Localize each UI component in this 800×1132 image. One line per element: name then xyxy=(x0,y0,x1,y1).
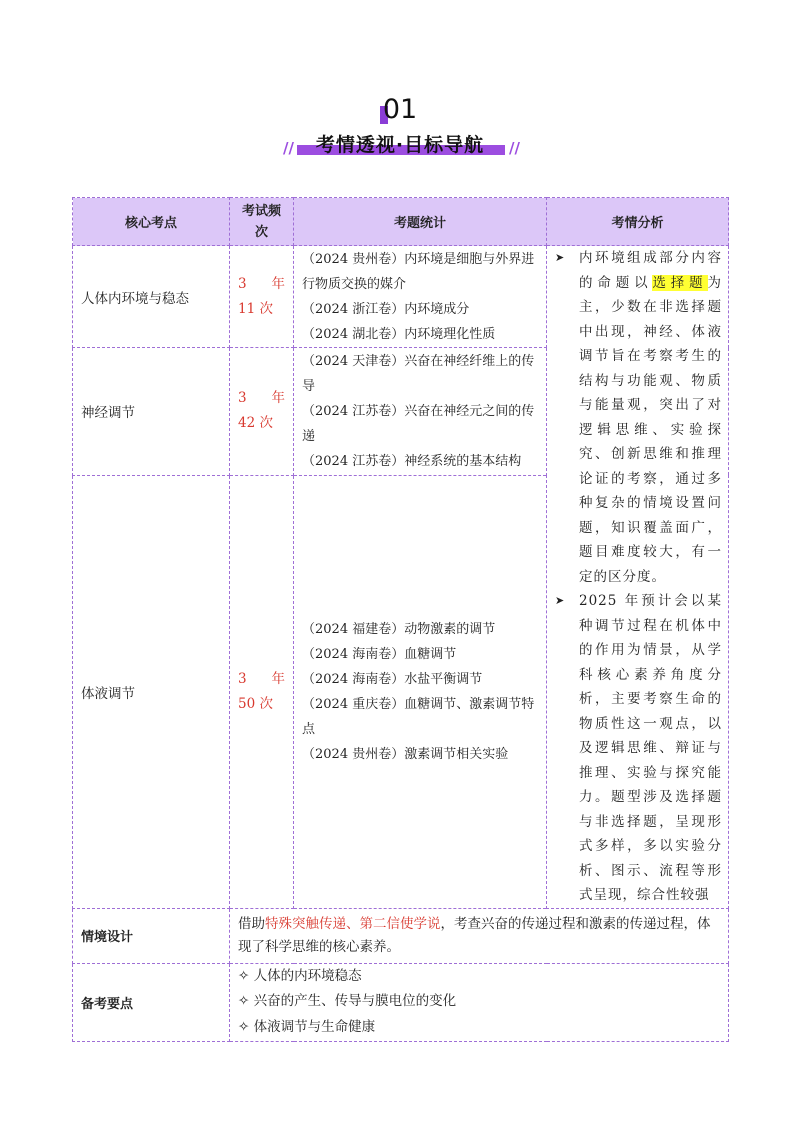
key-point-item xyxy=(238,1015,720,1041)
stats-cell xyxy=(294,246,547,348)
diamond-bullet-icon: ✧ xyxy=(238,967,254,984)
stat-item: （2024 贵州卷）内环境是细胞与外界进行物质交换的媒介 xyxy=(302,251,535,292)
scene-prefix: 借助 xyxy=(238,915,265,932)
column-header-analysis: 考情分析 xyxy=(547,198,729,246)
key-points-cell xyxy=(230,963,729,1041)
column-header-stats: 考题统计 xyxy=(294,198,547,246)
analysis-text: 为主，少数在非选择题中出现，神经、体液调节旨在考察考生的结构与功能观、物质与能量观，突出了对逻辑思维、实验探究、创新思维和推理论证的考察，通过多种复杂的情境设置问题，知识覆盖面广，题目难度较大，有一定的区分度。 xyxy=(579,274,723,585)
key-points-row xyxy=(73,963,729,1041)
key-points-label: 备考要点 xyxy=(73,963,230,1041)
diamond-bullet-icon: ✧ xyxy=(238,1018,254,1035)
table-header-row xyxy=(73,198,729,246)
stat-item: （2024 浙江卷）内环境成分 xyxy=(302,301,470,317)
stats-cell xyxy=(294,348,547,475)
stat-item: （2024 湖北卷）内环境理化性质 xyxy=(302,326,496,342)
frequency-cell: 3 年 11 次 xyxy=(230,246,294,348)
scene-design-text xyxy=(230,908,729,963)
key-point-item xyxy=(238,964,720,990)
scene-highlight: 特殊突触传递、第二信使学说 xyxy=(265,915,441,932)
stats-cell xyxy=(294,475,547,908)
key-point-text: 体液调节与生命健康 xyxy=(253,1018,376,1035)
slash-decoration-left: // xyxy=(283,139,294,157)
frequency-cell: 3 年 50 次 xyxy=(230,475,294,908)
exam-analysis-table xyxy=(72,197,729,1042)
key-point-item xyxy=(238,989,720,1015)
key-point-text: 人体的内环境稳态 xyxy=(253,967,362,984)
analysis-cell xyxy=(547,246,729,909)
key-point-text: 兴奋的产生、传导与膜电位的变化 xyxy=(253,993,457,1010)
table-row xyxy=(73,246,729,348)
scene-design-row xyxy=(73,908,729,963)
slash-decoration-right: // xyxy=(509,139,520,157)
column-header-frequency: 考试频次 xyxy=(230,198,294,246)
highlighted-term: 选择题 xyxy=(652,274,708,291)
section-title: 考情透视·目标导航 xyxy=(315,134,485,156)
arrow-bullet-icon: ➤ xyxy=(555,251,566,264)
stat-item: （2024 贵州卷）激素调节相关实验 xyxy=(302,746,509,762)
topic-cell: 体液调节 xyxy=(73,475,230,908)
diamond-bullet-icon: ✧ xyxy=(238,993,254,1010)
column-header-topic: 核心考点 xyxy=(73,198,230,246)
analysis-item xyxy=(551,246,722,589)
stat-item: （2024 江苏卷）神经系统的基本结构 xyxy=(302,453,522,469)
scene-suffix: ，考查兴奋的传递过程和激素的传递过程，体现了科学思维的核心素养。 xyxy=(238,915,711,955)
stat-item: （2024 海南卷）水盐平衡调节 xyxy=(302,671,483,687)
analysis-item xyxy=(551,589,722,908)
stat-item: （2024 海南卷）血糖调节 xyxy=(302,646,457,662)
section-number: 01 xyxy=(382,94,418,125)
stat-item: （2024 天津卷）兴奋在神经纤维上的传导 xyxy=(302,353,535,394)
topic-cell: 神经调节 xyxy=(73,348,230,475)
topic-cell: 人体内环境与稳态 xyxy=(73,246,230,348)
analysis-text: 内环境组成部分内容的命题以 xyxy=(579,250,722,291)
stat-item: （2024 福建卷）动物激素的调节 xyxy=(302,621,496,637)
section-header xyxy=(0,90,800,170)
scene-design-label: 情境设计 xyxy=(73,908,230,963)
arrow-bullet-icon: ➤ xyxy=(555,594,566,607)
analysis-text: 2025 年预计会以某种调节过程在机体中的作用为情景，从学科核心素养角度分析，主要考察生命的物质性这一观点，以及逻辑思维、辩证与推理、实验与探究能力。题型涉及选择题与非选择题，呈现形式多样，多以实验分析、图示、流程等形式呈现，综合性较强 xyxy=(579,593,722,903)
stat-item: （2024 重庆卷）血糖调节、激素调节特点 xyxy=(302,696,535,737)
stat-item: （2024 江苏卷）兴奋在神经元之间的传递 xyxy=(302,403,535,444)
frequency-cell: 3 年 42 次 xyxy=(230,348,294,475)
